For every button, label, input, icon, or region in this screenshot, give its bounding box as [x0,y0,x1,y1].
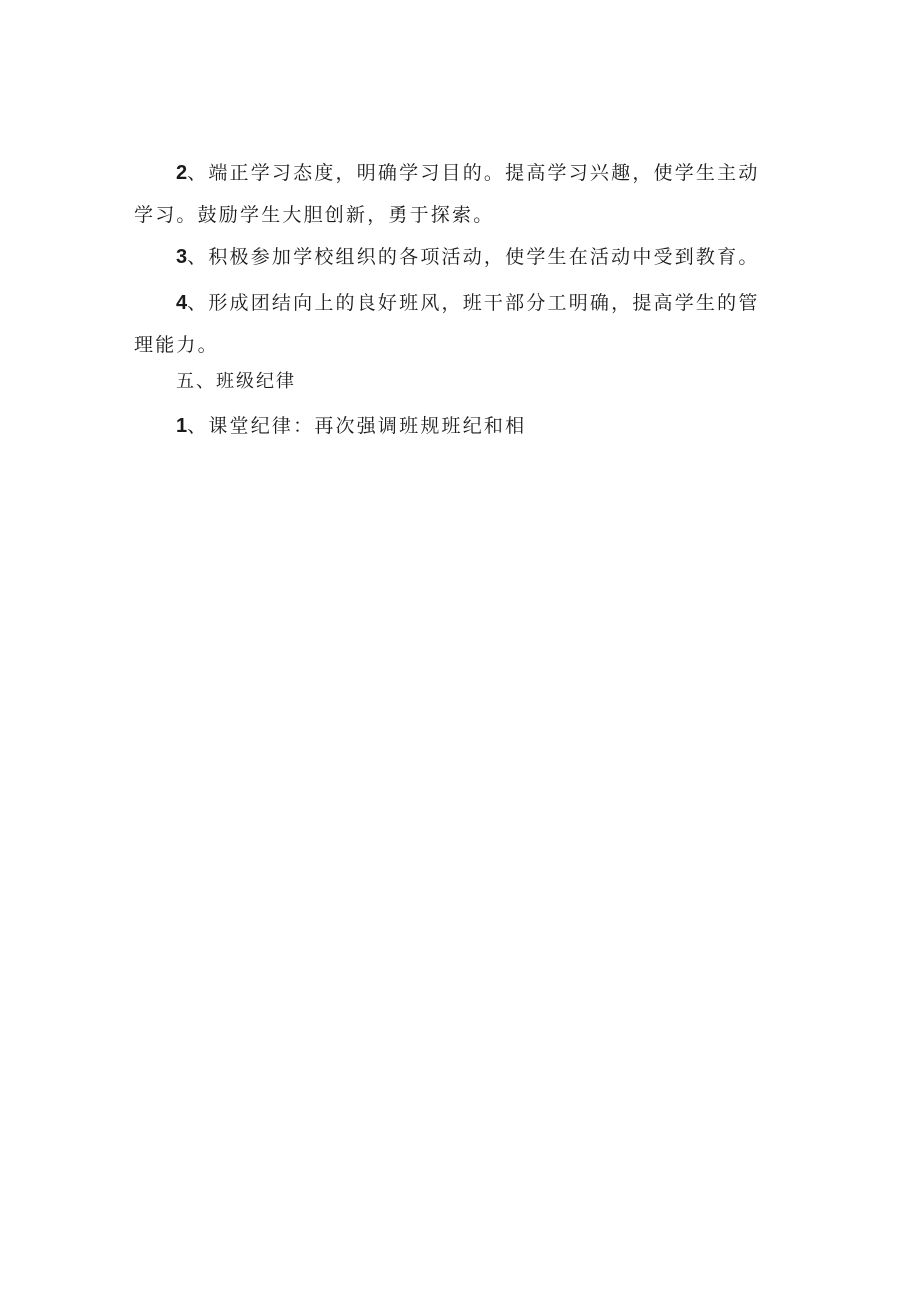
paragraph-text: 、端正学习态度，明确学习目的。提高学习兴趣，使学生主动学习。鼓励学生大胆创新，勇于探索。 [134,162,760,226]
section-item-1 [134,405,774,447]
item-number: 3 [176,246,188,268]
paragraph-text: 、形成团结向上的良好班风，班干部分工明确，提高学生的管理能力。 [134,292,760,356]
paragraph-item-3 [134,236,774,278]
paragraph-text: 、积极参加学校组织的各项活动，使学生在活动中受到教育。 [187,246,760,268]
paragraph-item-4 [134,282,774,366]
item-number: 4 [176,292,188,314]
item-number: 2 [176,162,188,184]
item-number: 1 [176,415,188,437]
paragraph-text: 、课堂纪律：再次强调班规班纪和相 [187,415,527,437]
paragraph-item-2 [134,152,774,236]
section-heading: 五、班级纪律 [176,371,296,392]
